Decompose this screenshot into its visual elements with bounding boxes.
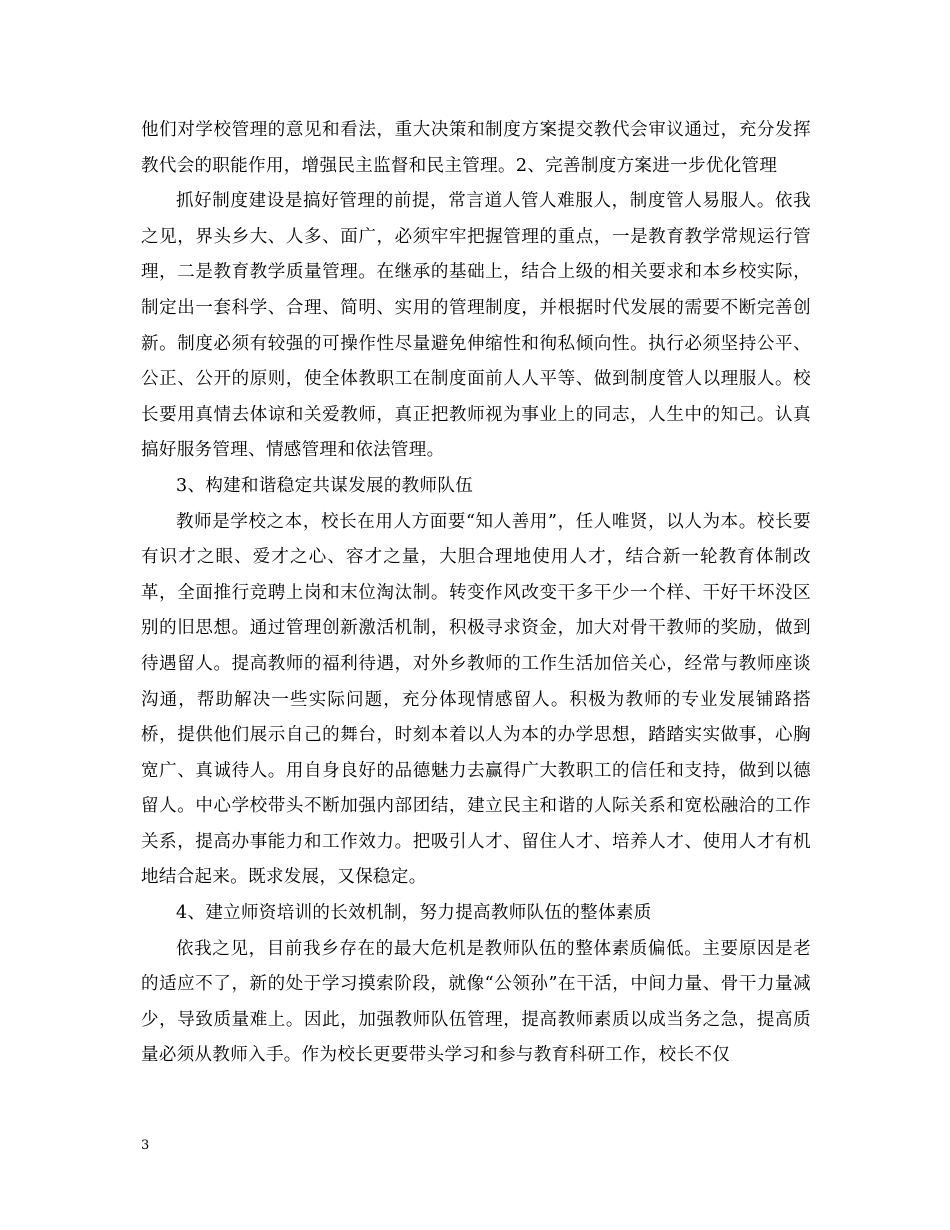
page-number: 3 (141, 1138, 150, 1153)
document-body (141, 113, 811, 1074)
paragraph-system-building: 抓好制度建设是搞好管理的前提，常言道人管人难服人，制度管人易服人。依我之见，界头乡大、人多、面广，必须牢牢把握管理的重点，一是教育教学常规运行管理，二是教育教学质量管理。在继承的基础上，结合上级的相关要求和本乡校实际，制定出一套科学、合理、简明、实用的管理制度，并根据时代发展的需要不断完善创新。制度必须有较强的可操作性尽量避免伸缩性和徇私倾向性。执行必须坚持公平、公正、公开的原则，使全体教职工在制度面前人人平等、做到制度管人以理服人。校长要用真情去体谅和关爱教师，真正把教师视为事业上的同志，人生中的知己。认真搞好服务管理、情感管理和依法管理。 (141, 191, 811, 461)
paragraph-teacher-team: 教师是学校之本，校长在用人方面要“知人善用”，任人唯贤，以人为本。校长要有识才之眼、爱才之心、容才之量，大胆合理地使用人才，结合新一轮教育体制改革，全面推行竞聘上岗和末位淘汰制。转变作风改变干多干少一个样、干好干坏没区别的旧思想。通过管理创新激活机制，积极寻求资金，加大对骨干教师的奖励，做到待遇留人。提高教师的福利待遇，对外乡教师的工作生活加倍关心，经常与教师座谈沟通，帮助解决一些实际问题，充分体现情感留人。积极为教师的专业发展铺路搭桥，提供他们展示自己的舞台，时刻本着以人为本的办学思想，踏踏实实做事，心胸宽广、真诚待人。用自身良好的品德魅力去赢得广大教职工的信任和支持，做到以德留人。中心学校带头不断加强内部团结，建立民主和谐的人际关系和宽松融洽的工作关系，提高办事能力和工作效力。把吸引人才、留住人才、培养人才、使用人才有机地结合起来。既求发展，又保稳定。 (141, 511, 811, 888)
paragraph-teacher-quality: 依我之见，目前我乡存在的最大危机是教师队伍的整体素质偏低。主要原因是老的适应不了，新的处于学习摸索阶段，就像“公领孙”在干活，中间力量、骨干力量减少，导致质量难上。因此，加强教师队伍管理，提高教师素质以成当务之急，提高质量必须从教师入手。作为校长更要带头学习和参与教育科研工作，校长不仅 (141, 938, 811, 1066)
section-heading-3: 3、构建和谐稳定共谋发展的教师队伍 (176, 475, 474, 496)
section-heading-4: 4、建立师资培训的长效机制，努力提高教师队伍的整体素质 (176, 903, 652, 924)
paragraph-continuation: 他们对学校管理的意见和看法，重大决策和制度方案提交教代会审议通过，充分发挥教代会的职能作用，增强民主监督和民主管理。2、完善制度方案进一步优化管理 (141, 120, 811, 176)
